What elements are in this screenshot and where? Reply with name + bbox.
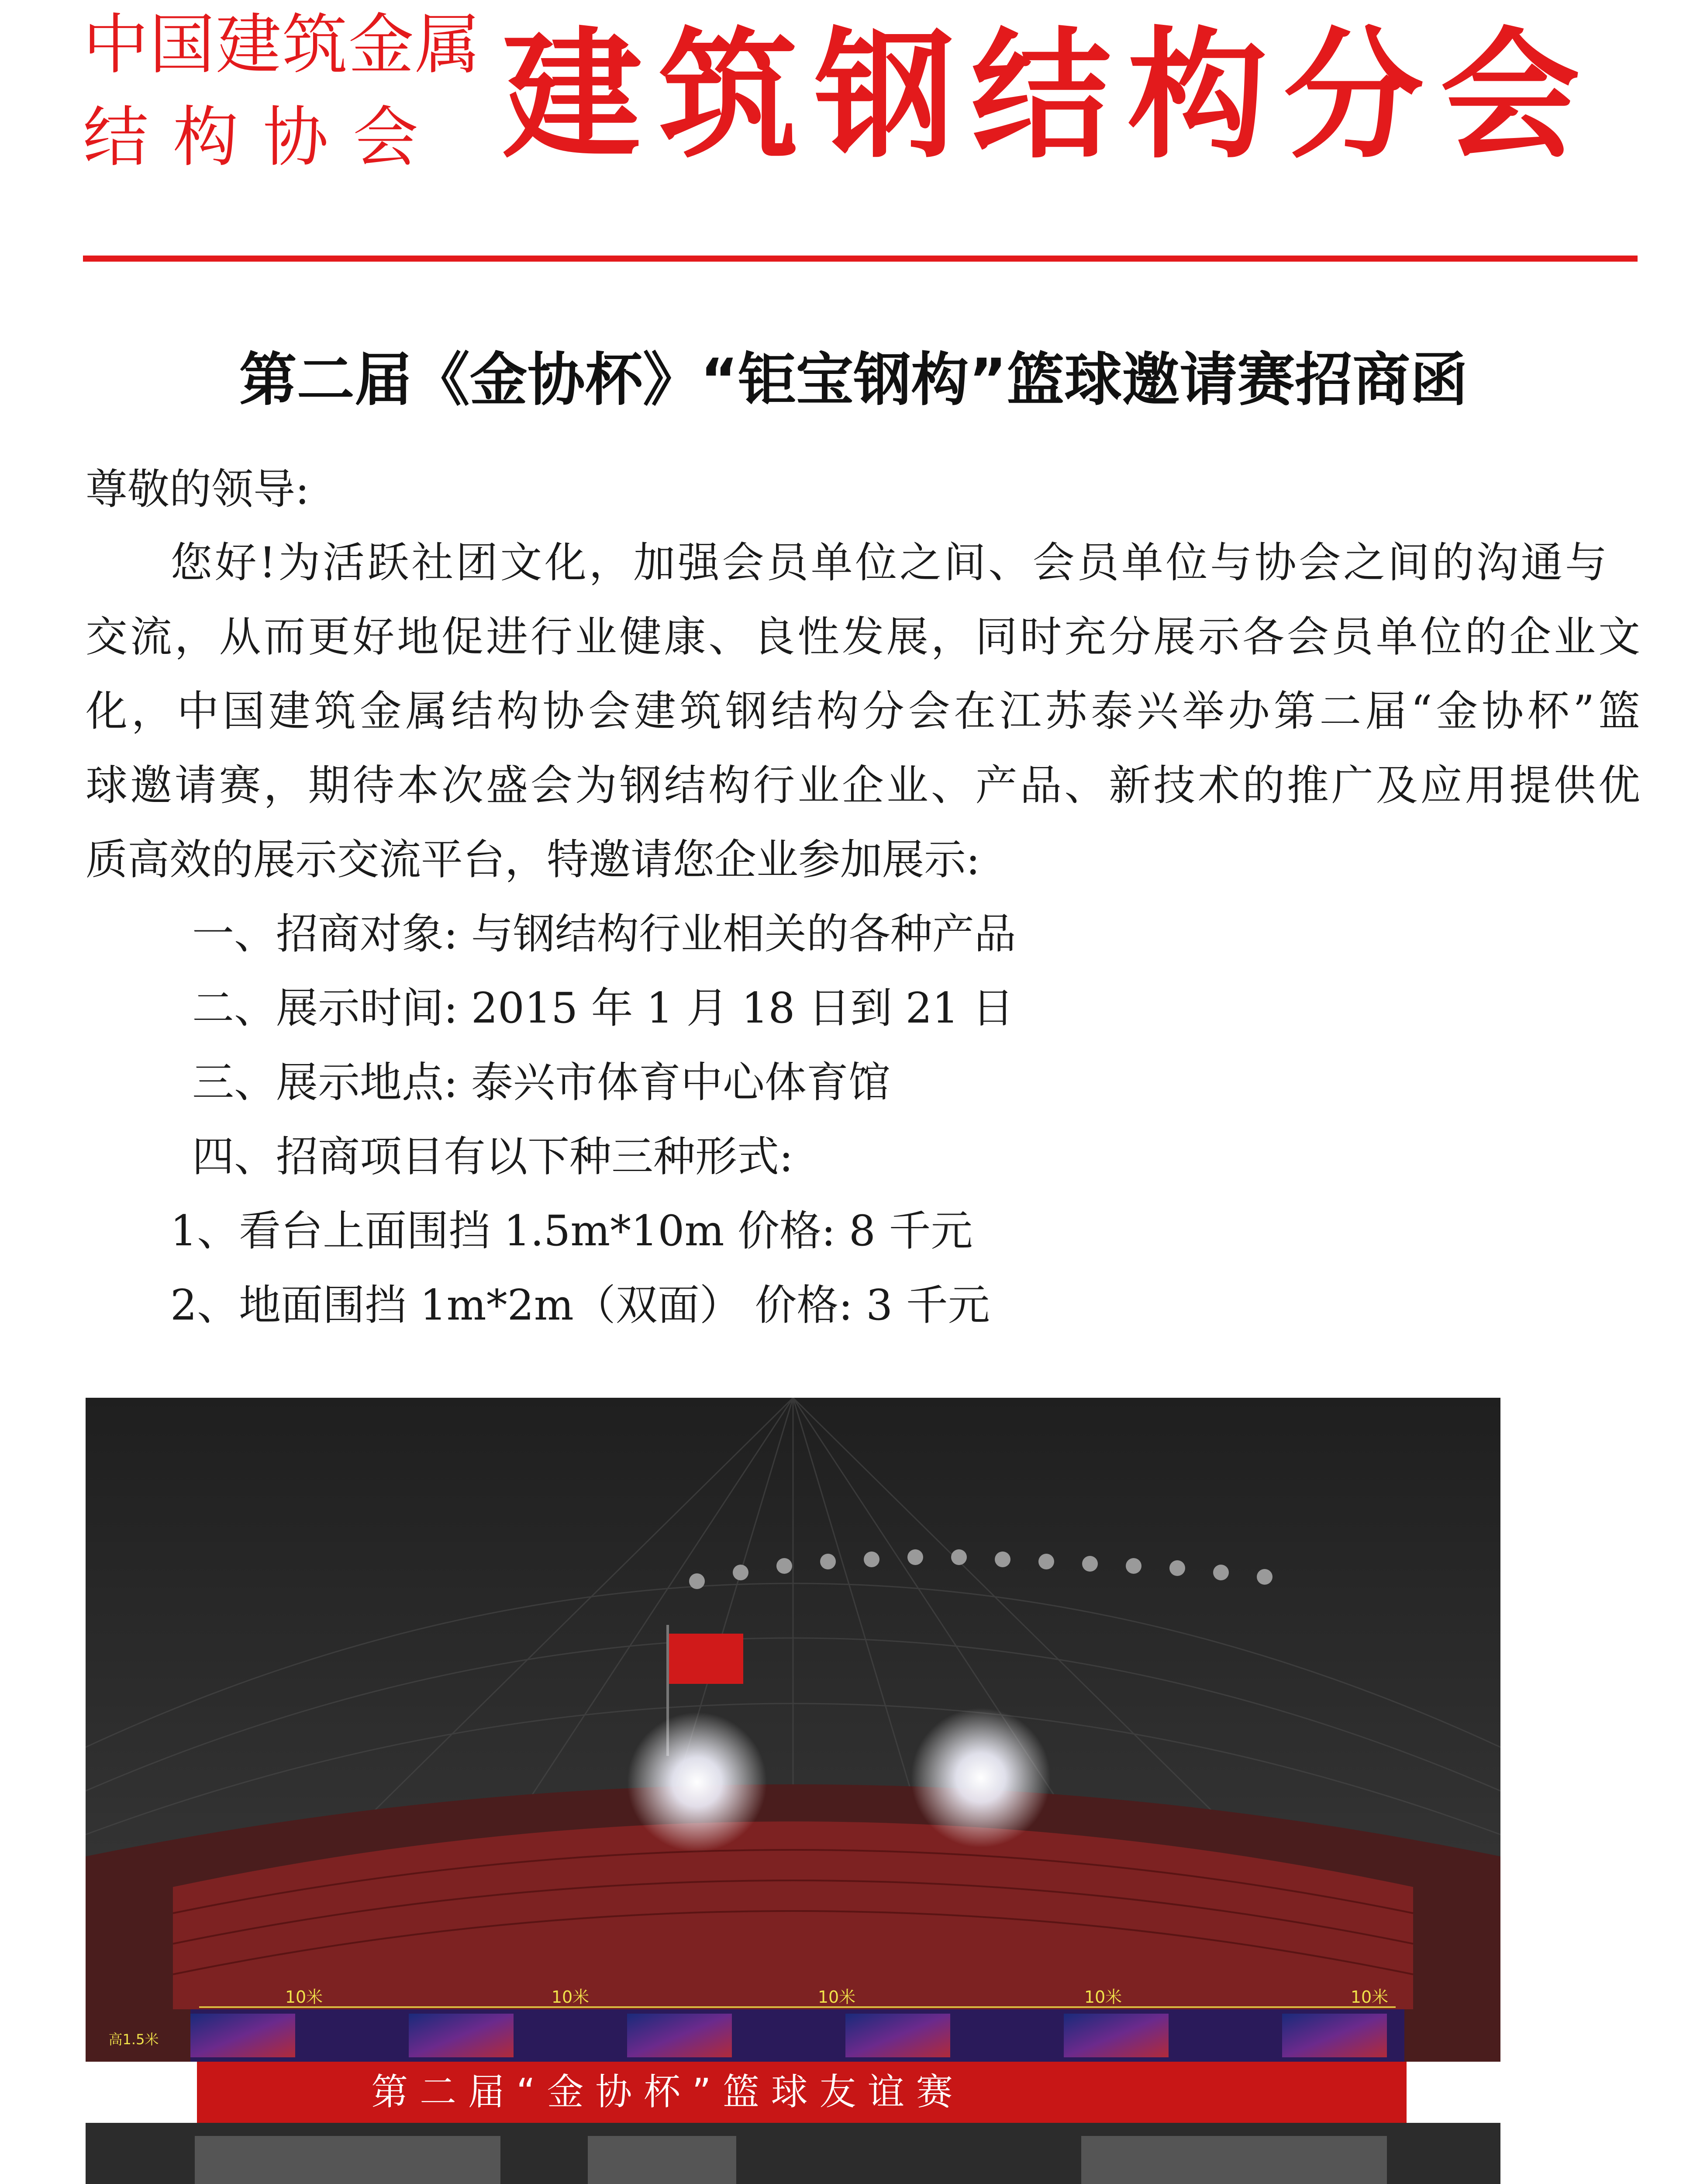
- paragraph-line: 质高效的展示交流平台，特邀请您企业参加展示:: [86, 835, 980, 884]
- list-item: 一、招商对象: 与钢结构行业相关的各种产品: [192, 909, 1016, 958]
- segment-length-label: 10米: [1084, 1987, 1122, 2007]
- page-title: 第二届《金协杯》“钜宝钢构”篮球邀请赛招商函: [239, 346, 1468, 414]
- option-item: 1、看台上面围挡 1.5m*10m 价格: 8 千元: [170, 1206, 973, 1255]
- paragraph-line: 化，中国建筑金属结构协会建筑钢结构分会在江苏泰兴举办第二届“金协杯”篮: [86, 687, 1640, 736]
- list-item: 三、展示地点: 泰兴市体育中心体育馆: [192, 1058, 890, 1107]
- event-banner-text: 第 二 届 “ 金 协 杯 ” 篮 球 友 谊 赛: [371, 2070, 953, 2113]
- paragraph-line: 您好!为活跃社团文化，加强会员单位之间、会员单位与协会之间的沟通与: [170, 538, 1607, 587]
- option-item: 2、地面围挡 1m*2m（双面） 价格: 3 千元: [170, 1281, 990, 1330]
- segment-length-label: 10米: [285, 1987, 323, 2007]
- org-name-line-1: 中国建筑金属: [83, 7, 482, 83]
- height-label: 高1.5米: [108, 2031, 159, 2048]
- org-name-line-2: 结构协会: [83, 100, 443, 176]
- arena-photo: [86, 1398, 1500, 2184]
- branch-name: 建筑钢结构分会: [502, 15, 1597, 177]
- paragraph-line: 交流，从而更好地促进行业健康、良性发展，同时充分展示各会员单位的企业文: [86, 612, 1640, 661]
- segment-length-label: 10米: [817, 1987, 856, 2007]
- segment-length-label: 10米: [1350, 1987, 1389, 2007]
- letterhead-divider: [83, 256, 1638, 262]
- paragraph-line: 球邀请赛，期待本次盛会为钢结构行业企业、产品、新技术的推广及应用提供优: [86, 761, 1640, 810]
- list-item: 二、展示时间: 2015 年 1 月 18 日到 21 日: [192, 984, 1014, 1033]
- list-item: 四、招商项目有以下种三种形式:: [192, 1132, 793, 1181]
- salutation: 尊敬的领导:: [86, 465, 310, 514]
- segment-length-label: 10米: [551, 1987, 590, 2007]
